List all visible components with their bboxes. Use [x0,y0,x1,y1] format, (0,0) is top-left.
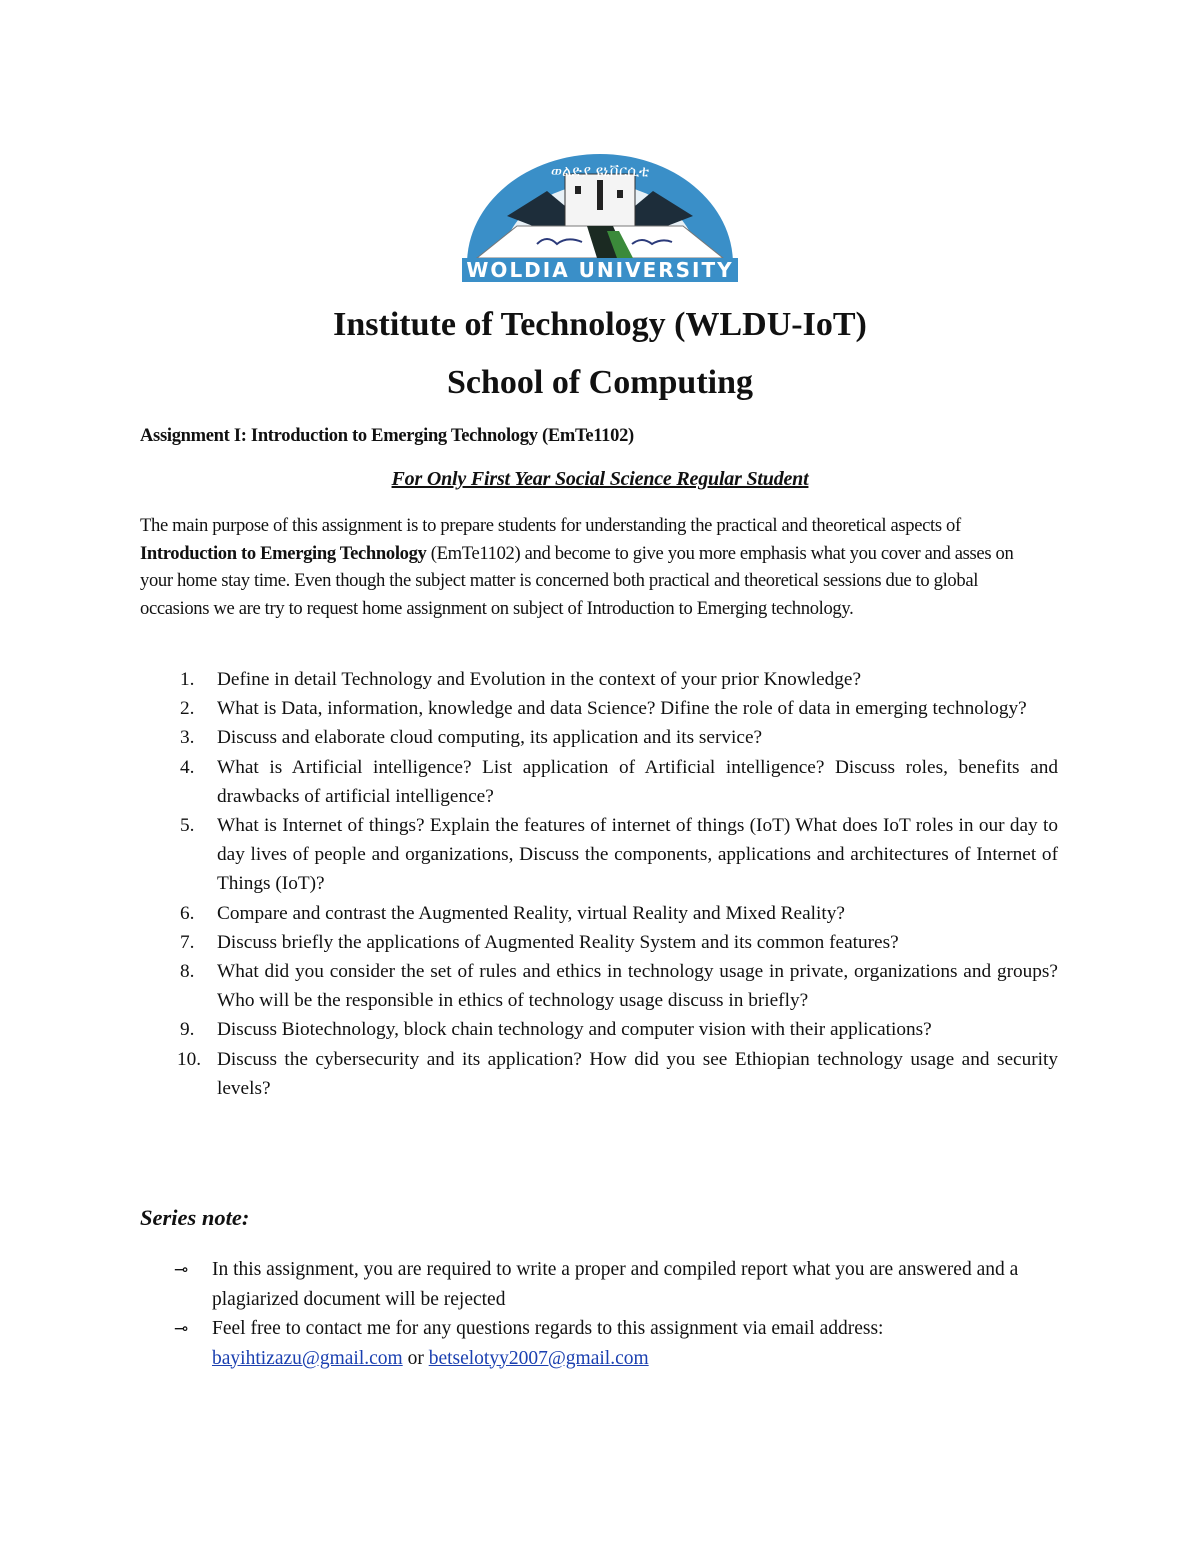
intro-text-1: The main purpose of this assignment is to prepare students for understanding the practical and theoretical aspects of [140,515,961,536]
question-number: 5. [180,815,195,837]
email-link-2[interactable]: betselotyy2007@gmail.com [428,1347,649,1369]
question-item [140,957,1058,1015]
question-item [140,753,1058,811]
woldia-university-logo [447,146,753,284]
assignment-title: Assignment I: Introduction to Emerging Technology (EmTe1102) [140,426,634,446]
question-item [140,665,1058,694]
series-note-heading: Series note: [140,1205,250,1230]
question-item [140,1015,1058,1044]
question-number: 2. [180,698,195,720]
question-number: 7. [180,931,195,953]
question-text: What is Artificial intelligence? List application of Artificial intelligence? Discuss roles, benefits and drawbacks of artificial intelligence? [217,756,1058,807]
email-link-1[interactable]: bayihtizazu@gmail.com [212,1347,403,1369]
logo-university-name: WOLDIA UNIVERSITY [466,258,734,282]
question-item [140,899,1058,928]
intro-paragraph [140,512,1025,622]
question-text: What is Internet of things? Explain the features of internet of things (IoT) What does IoT roles in our day to day lives of people and organizations, Discuss the components, applications and architectures of Internet of Things (IoT)? [217,815,1058,895]
note-text: In this assignment, you are required to write a proper and compiled report what you are answered and a plagiarized document will be rejected [212,1259,1019,1310]
question-item [140,723,1058,752]
question-text: What is Data, information, knowledge and data Science? Difine the role of data in emerging technology? [217,698,1027,720]
intro-bold-course: Introduction to Emerging Technology [140,542,427,564]
school-title: School of Computing [446,364,754,401]
question-number: 6. [180,902,195,924]
questions-list [140,665,1058,1103]
series-notes-list [140,1255,1040,1373]
note-item [140,1314,1040,1373]
logo-amharic-text: ወልድያ ዩኒቨርሲቲ [550,162,650,180]
institute-title: Institute of Technology (WLDU-IoT) [333,306,867,343]
question-number: 10. [177,1048,202,1070]
question-text: What did you consider the set of rules and ethics in technology usage in private, organizations and groups? Who will be the responsible in ethics of technology usage discuss in briefly? [217,961,1058,1012]
question-number: 3. [180,727,195,749]
question-number: 8. [180,961,195,983]
question-text: Discuss and elaborate cloud computing, its application and its service? [217,727,763,749]
audience-note: For Only First Year Social Science Regular Student [391,468,809,490]
or-text: or [402,1347,429,1369]
question-text: Discuss briefly the applications of Augmented Reality System and its common features? [217,931,899,953]
question-item [140,928,1058,957]
note-text: Feel free to contact me for any questions regards to this assignment via email address: [212,1318,884,1339]
intro-text-2: (EmTe1102) and become to give you more emphasis what you cover and asses on your home stay time. Even though the subject matter is concerned both practical and theoretical sessions due to global occasions we are try to request home assignment on subject of Introduction to Emerging technology. [140,542,1014,619]
question-text: Discuss the cybersecurity and its application? How did you see Ethiopian technology usage and security levels? [217,1048,1058,1099]
key-bullet-icon: ⊸ [174,1319,189,1338]
question-item [140,694,1058,723]
question-text: Define in detail Technology and Evolution in the context of your prior Knowledge? [217,669,862,690]
question-number: 1. [180,669,195,690]
question-item [140,1045,1058,1103]
question-item [140,811,1058,899]
question-number: 9. [180,1019,195,1041]
question-text: Compare and contrast the Augmented Reality, virtual Reality and Mixed Reality? [217,902,845,924]
note-item [140,1255,1040,1314]
question-number: 4. [180,756,195,778]
key-bullet-icon: ⊸ [174,1260,189,1279]
question-text: Discuss Biotechnology, block chain technology and computer vision with their applications? [217,1019,932,1041]
